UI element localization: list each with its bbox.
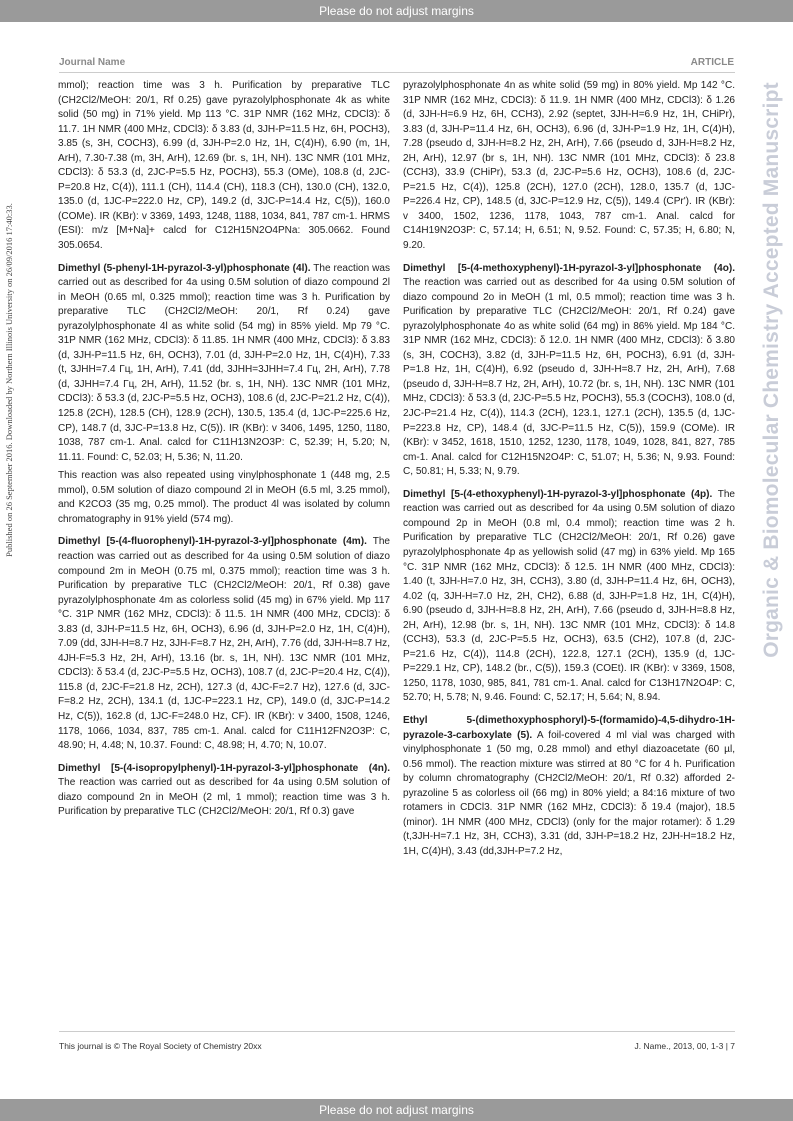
right-column (403, 79, 735, 863)
header-rule (59, 72, 735, 73)
paragraph-4p (403, 488, 735, 706)
paragraph-text: The reaction was carried out as described for 4a using 0.5M solution of diazo compound 2n in MeOH (2 ml, 1 mmol); reaction time was 3 h. Purification by preparative TLC (CH2Cl2/MeOH: 20/1, Rf 0.3) gave (58, 777, 390, 818)
paragraph-text: The reaction was carried out as described for 4a using 0.5M solution of diazo compound 2l in MeOH (0.65 ml, 0.325 mmol); reaction time was 3 h. Purification by preparative TLC (CH2Cl2/MeOH: 20/1, Rf 0.24) gave pyrazolylphosphonate 4l as white solid (54 mg) in 85% yield. Mp 79 °C. 31P NMR (162 MHz, CDCl3): δ 11.85. 1H NMR (400 MHz, CDCl3): δ 3.83 (d, 3JH-P=11.5 Hz, 6H, OCH3), 7.01 (d, 3JH-P=2.0 Hz, 1H, C(4)H), 7.33 (t, 3JHH=7.4 Гц, 1H, ArH), 7.41 (dd, 3JHH=3JHH=7.4 Гц, 2H, ArH), 7.78 (d, 3JHH=7.4 Гц, 2H, ArH), 11.52 (br. s, 1H, NH). 13C NMR (101 MHz, CDCl3): δ 53.3 (d, 2JC-P=5.5 Hz, OCH3), 108.6 (d, 2JC-P=21.2 Hz, C(4)), 125.8 (2CH), 128.5 (CH), 128.9 (2CH), 130.5, 135.4 (d, 1JC-P=225.6 Hz, CP), 148.7 (d, 3JC-P=13.8 Hz, C(5)). IR (KBr): v 3406, 1495, 1250, 1180, 1038, 787 cm-1. Anal. calcd for C11H13N2O3P: C, 52.39; H, 5.20; N, 11.11. Found: C, 52.03; H, 5.36; N, 11.20. (58, 262, 390, 463)
paragraph-text: The reaction was carried out as described for 4a using 0.5M solution of diazo compound 2p in MeOH (0.8 ml, 0.4 mmol); reaction time was 2 h. Purification by preparative TLC (CH2Cl2/MeOH: 20/1, Rf 0.26) gave pyrazolylphosphonate 4p as yellowish solid (47 mg) in 63% yield. Mp 165 °C. 31P NMR (162 MHz, CDCl3): δ 12.5. 1H NMR (400 MHz, CDCl3): 1.40 (t, 3JH-H=7.0 Hz, 3H, CCH3), 3.80 (d, 3JH-P=11.4 Hz, 6H, OCH3), 4.02 (q, 3JH-H=7.0 Hz, 2H, CH2), 6.88 (d, 3JH-P=1.8 Hz, 1H, C(4)H), 6.90 (pseudo d, 3JH-H=8.8 Hz, 2H, ArH), 7.66 (pseudo d, 3JH-H=8.8 Hz, 2H, ArH), 12.98 (br. s, 1H, NH). 13C NMR (101 MHz, CDCl3): δ 14.8 (CCH3), 53.3 (d, 2JC-P=5.5 Hz, OCH3), 63.5 (CH2), 107.8 (d, 2JC-P=21.6 Hz, C(4)), 114.8 (2CH), 122.8, 127.1 (2CH), 135.9 (d, 1JC-P=229.1 Hz, CP), 148.2 (br., C(5)), 159.3 (COEt). IR (KBr): v 3369, 1508, 1250, 1178, 1030, 985, 841, 781 cm-1. Anal. calcd for C13H17N2O4P: C, 52.70; H, 5.78; N, 9.46. Found: C, 52.17; H, 5.64; N, 8.94. (403, 488, 735, 704)
compound-title-4o: Dimethyl [5-(4-methoxyphenyl)-1H-pyrazol-3-yl]phosphonate (4o). (403, 262, 735, 274)
article-type-header: ARTICLE (690, 57, 734, 68)
compound-title-4p: Dimethyl [5-(4-ethoxyphenyl)-1H-pyrazol-3-yl]phosphonate (4p). (403, 488, 713, 500)
accepted-manuscript-watermark (752, 82, 792, 658)
paragraph-4l (58, 262, 390, 466)
copyright-footer: This journal is © The Royal Society of Chemistry 20xx (59, 1041, 262, 1051)
paragraph-4l-repeat: This reaction was also repeated using vinylphosphonate 1 (448 mg, 2.5 mmol), 0.5M solution of diazo compound 2l in MeOH (6.5 ml, 3.25 mmol), and K2CO3 (35 mg, 0.25 mmol). The product 4l was isolated by column chromatography in 91% yield (574 mg). (58, 470, 390, 525)
paragraph-4o (403, 262, 735, 480)
compound-title-4m: Dimethyl [5-(4-fluorophenyl)-1H-pyrazol-3-yl]phosphonate (4m). (58, 536, 367, 548)
compound-title-4n: Dimethyl [5-(4-isopropylphenyl)-1H-pyrazol-3-yl]phosphonate (4n). (58, 762, 390, 774)
compound-title-4l: Dimethyl (5-phenyl-1H-pyrazol-3-yl)phosphonate (4l). (58, 262, 311, 274)
paragraph-4n-end: pyrazolylphosphonate 4n as white solid (59 mg) in 80% yield. Mp 142 °C. 31P NMR (162 MHz, CDCl3): δ 11.9. 1H NMR (400 MHz, CDCl3): δ 1.26 (d, 3JH-H=6.9 Hz, 6H, CCH3), 2.92 (septet, 3JH-H=6.9 Hz, 1H, CHiPr), 3.83 (d, 3JH-P=11.4 Hz, 6H, OCH3), 6.96 (d, 3JH-P=1.9 Hz, 1H, C(4)H), 7.28 (pseudo d, 3JH-H=8.2 Hz, 2H, ArH), 7.66 (pseudo d, 3JH-H=8.2 Hz, 2H, ArH), 12.97 (br s, 1H, NH). 13C NMR (101 MHz, CDCl3): δ 23.8 (CCH3), 33.9 (CHiPr), 53.3 (d, 2JC-P=5.6 Hz, OCH3), 108.6 (d, 2JC-P=21.5 Hz, C(4)), 125.8 (2CH), 127.0 (2CH), 128.0, 135.7 (d, 1JC-P=226.4 Hz, CP), 148.5 (d, 3JC-P=12.9 Hz, C(5)), 149.4 (CPr'). IR (KBr): v 3400, 1502, 1236, 1178, 1043, 787 cm-1. Anal. calcd for C14H19N2O3P: C, 57.14; H, 6.51; N, 9.52. Found: C, 57.35; H, 6.80; N, 9.20. (403, 80, 735, 252)
journal-name-header: Journal Name (59, 57, 126, 68)
top-margin-banner: Please do not adjust margins (0, 0, 793, 22)
paragraph-text: The reaction was carried out as described for 4a using 0.5M solution of diazo compound 2o in MeOH (1 ml, 0.5 mmol); reaction time was 3 h. Purification by preparative TLC (CH2Cl2/MeOH: 20/1, Rf 0.24) gave pyrazolylphosphonate 4o as white solid (64 mg) in 86% yield. Mp 184 °C. 31P NMR (162 MHz, CDCl3): δ 12.0. 1H NMR (400 MHz, CDCl3): δ 3.80 (s, 3H, COCH3), 3.82 (d, 3JH-P=11.5 Hz, 6H, POCH3), 6.91 (d, 3JH-P=1.8 Hz, 1H, C(4)H), 6.92 (pseudo d, 3JH-H=8.7 Hz, 2H, ArH), 7.68 (pseudo d, 3JH-H=8.7 Hz, 2H, ArH), 10.72 (br. s, 1H, NH). 13C NMR (101 MHz, CDCl3): δ 53.3 (d, 2JC-P=5.5 Hz, POCH3), 55.3 (COCH3), 108.0 (d, 2JC-P=21.4 Hz, C(4)), 114.3 (2CH), 123.1, 127.1 (2CH), 135.5 (d, 1JC-P=223.8 Hz, CP), 148.4 (d, 3JC-P=11.5 Hz, C(5)), 159.9 (COMe). IR (KBr): v 3452, 1618, 1510, 1252, 1230, 1178, 1049, 1028, 841, 827, 785 cm-1. Anal. calcd for C12H15N2O4P: C, 51.07; H, 5.36; N, 9.93. Found: C, 50.81; H, 5.33; N, 9.79. (403, 277, 735, 478)
download-stamp (2, 80, 16, 680)
download-stamp-text: Published on 26 September 2016. Downloaded by Northern Illinois University on 26/09/2016 17:40:33. (4, 203, 14, 557)
page-citation-footer: J. Name., 2013, 00, 1-3 | 7 (634, 1041, 735, 1051)
accepted-manuscript-watermark-text: Organic & Biomolecular Chemistry Accepted Manuscript (760, 82, 783, 658)
paragraph-text: A foil-covered 4 ml vial was charged with vinylphosphonate 1 (50 mg, 0.28 mmol) and ethyl diazoacetate (60 µl, 0.56 mmol). The reaction mixture was stirred at 80 °C for 4 h. Purification by column chromatography (CH2Cl2/MeOH: 20/1, Rf 0.32) afforded 2-pyrazoline 5 as colorless oil (66 mg) in 80% yield; a 84:16 mixture of two rotamers in CDCl3. 31P NMR (162 MHz, CDCl3): δ 19.4 (major), 18.5 (minor). 1H NMR (400 MHz, CDCl3) (only for the major rotamer): δ 1.29 (t,3JH-H=7.1 Hz, 3H, CCH3), 3.31 (dd, 3JH-P=18.2 Hz, 2JH-H=18.2 Hz, 1H, C(4)H), 3.43 (dd,3JH-P=7.2 Hz, (403, 729, 735, 857)
paragraph-5 (403, 714, 735, 859)
paragraph-4n (58, 762, 390, 820)
paragraph-4m (58, 535, 390, 753)
compound-title-5: Ethyl 5-(dimethoxyphosphoryl)-5-(formamido)-4,5-dihydro-1H-pyrazole-3-carboxylate (5). (403, 714, 735, 741)
footer-rule (59, 1031, 735, 1032)
paragraph-4k-end: mmol); reaction time was 3 h. Purification by preparative TLC (CH2Cl2/MeOH: 20/1, Rf 0.25) gave pyrazolylphosphonate 4k as white solid (50 mg) in 71% yield. Mp 113 °C. 31P NMR (162 MHz, CDCl3): δ 11.7. 1H NMR (400 MHz, CDCl3): δ 3.83 (d, 3JH-P=11.5 Hz, 6H, POCH3), 3.85 (s, 3H, COCH3), 6.99 (d, 3JH-P=2.0 Hz, 1H, C(4)H), 6.90 (m, 1H, ArH), 7.30-7.38 (m, 3H, ArH), 12.69 (br. s, 1H, NH). 13C NMR (101 MHz, CDCl3): δ 53.3 (d, 2JC-P=5.5 Hz, POCH3), 55.3 (OMe), 108.8 (d, 2JC-P=20.8 Hz, C(4)), 111.1 (CH), 114.4 (CH), 118.3 (CH), 130.0 (CH), 132.0, 135.0 (d, 1JC-P=222.0 Hz, CP), 149.2 (d, 3JC-P=14.4 Hz, C(5)), 160.0 (COMe). IR (KBr): v 3369, 1493, 1248, 1188, 1034, 841, 787 cm-1. HRMS (ESI): m/z [M+Na]+ calcd for C12H15N2O4PNa: 305.0662. Found 305.0654. (58, 80, 390, 252)
bottom-margin-banner: Please do not adjust margins (0, 1099, 793, 1121)
left-column (58, 79, 390, 824)
paragraph-text: The reaction was carried out as described for 4a using 0.5M solution of diazo compound 2m in MeOH (0.75 ml, 0.375 mmol); reaction time was 3 h. Purification by preparative TLC (CH2Cl2/MeOH: 20/1, Rf 0.38) gave pyrazolylphosphonate 4m as colorless solid (45 mg) in 67% yield. Mp 117 °C. 31P NMR (162 MHz, CDCl3): δ 11.5. 1H NMR (400 MHz, CDCl3): δ 3.83 (d, 3JH-P=11.5 Hz, 6H, OCH3), 6.96 (d, 3JH-P=2.0 Hz, 1H, C(4)H), 7.09 (dd, 3JH-H=8.7 Hz, 3JH-F=8.7 Hz, 2H, ArH), 7.76 (dd, 3JH-H=8.7 Hz, 4JH-F=5.3 Hz, 2H, ArH), 13.16 (br. s, 1H, NH). 13C NMR (101 MHz, CDCl3): δ 53.4 (d, 2JC-P=5.5 Hz, OCH3), 108.7 (d, 2JC-P=20.4 Hz, C(4)), 115.8 (d, 2JC-F=21.8 Hz, 2CH), 127.3 (d, 4JC-F=2.7 Hz), 127.6 (d, 3JC-F=8.2 Hz, 2CH), 134.1 (d, 1JC-P=223.1 Hz, CP), 149.0 (d, 3JC-P=14.2 Hz, C(5)), 162.8 (d, 1JC-F=248.0 Hz, CF). IR (KBr): v 3400, 1508, 1246, 1178, 1066, 1034, 837, 785 cm-1. Anal. calcd for C11H12FN2O3P: C, 48.90; H, 4.48; N, 10.37. Found: C, 48.98; H, 4.70; N, 10.07. (58, 536, 390, 752)
